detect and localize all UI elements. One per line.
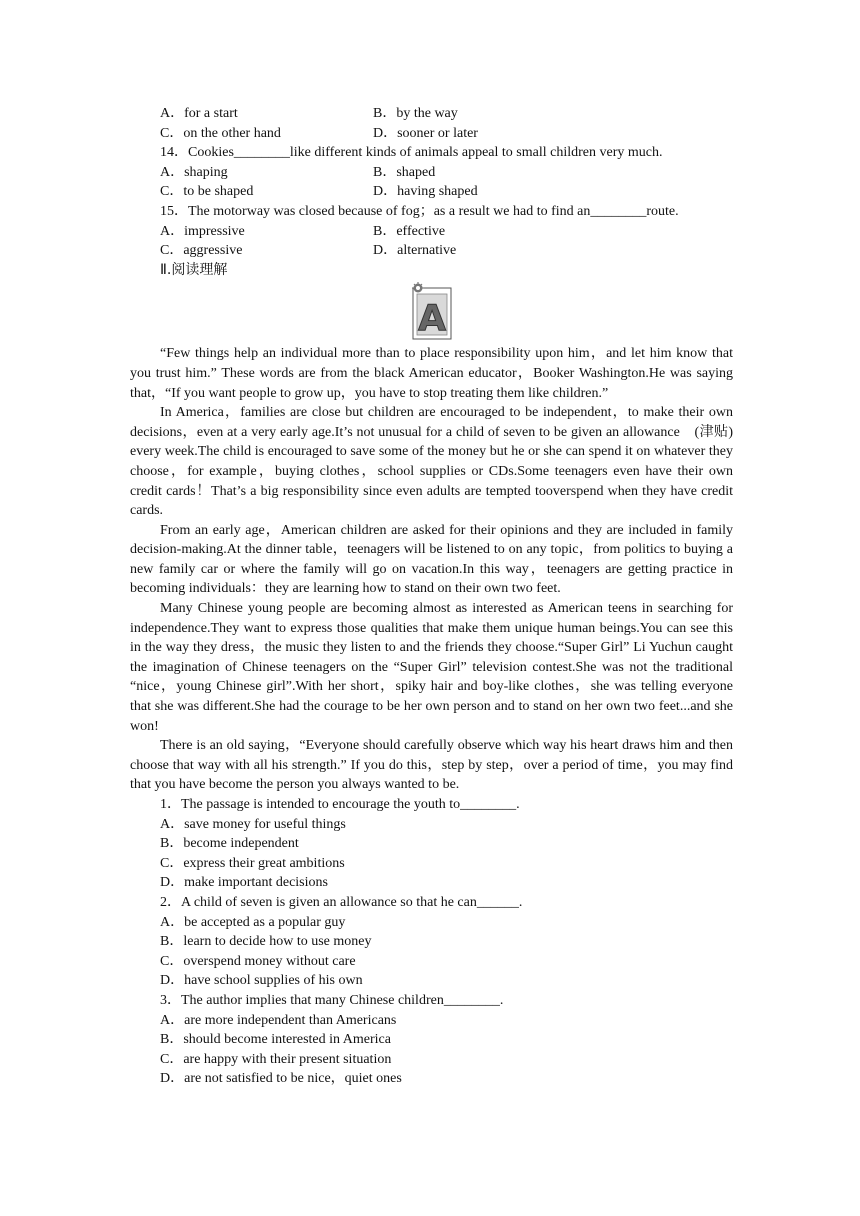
question-3-option-c: C．are happy with their present situation [160,1051,392,1067]
question-2-option-b: B．learn to decide how to use money [160,934,372,950]
question-2-option-c: C．overspend money without care [160,953,356,969]
question-1-option-d: D．make important decisions [160,875,328,891]
question-1-stem: 1．The passage is intended to encourage the youth to________. [160,797,520,812]
letter-a-badge-icon [412,282,452,340]
passage-paragraph-1: “Few things help an individual more than to place responsibility upon him，and let him know that you trust him.” These words are from the black American educator，Booker Washington.He was saying that，“If you want people to grow up，you have to stop treating them like children.” [130,346,733,401]
question-2-option-d: D．have school supplies of his own [160,973,363,989]
q13-option-c: C．on the other hand [160,125,281,141]
question-2 [130,893,733,991]
question-3-option-b: B．should become interested in America [160,1032,391,1048]
q13-options-row-2 [130,124,733,144]
passage-logo [130,282,733,340]
q15-option-c: C．aggressive [160,243,243,259]
q14-option-a: A．shaping [160,164,228,180]
q13-option-b: B．by the way [373,106,458,121]
section-title: Ⅱ.阅读理解 [160,261,228,278]
svg-text:A: A [417,298,446,340]
passage-paragraph-3: From an early age，American children are asked for their opinions and they are included in family decision-making.At the dinner table，teenagers will be listened to on any topic，from politics to buying a new family car or where the family will go on vacation.In this way，teenagers are getting practice in becoming individuals：they are learning how to stand on their own two feet. [130,522,733,597]
q15-stem: 15．The motorway was closed because of fog；as a result we had to find an________route. [160,203,679,219]
question-3-option-a: A．are more independent than Americans [160,1012,397,1028]
question-1-option-c: C．express their great ambitions [160,855,345,871]
passage-paragraph-5: There is an old saying，“Everyone should carefully observe which way his heart draws him and then choose that way with all his strength.” If you do this，step by step，over a period of time，you may find that you have become the person you always wanted to be. [130,738,733,793]
q14-options-row-2 [130,182,733,202]
question-3 [130,991,733,1089]
q13-options-row-1 [130,104,733,124]
reading-passage [130,344,733,795]
q15-option-b: B．effective [373,223,446,239]
document-page [130,104,733,1089]
question-2-option-a: A．be accepted as a popular guy [160,914,346,930]
q14-options-row-1 [130,163,733,183]
question-1 [130,795,733,893]
q14-option-b: B．shaped [373,164,436,180]
q14-option-c: C．to be shaped [160,184,254,200]
q15-options-row-1 [130,222,733,242]
q14-option-d: D．having shaped [373,184,478,200]
q15-options-row-2 [130,241,733,261]
passage-paragraph-2: In America，families are close but children are encouraged to be independent，to make their own decisions，even at a very early age.It’s not unusual for a child of seven to be given an allowance (津贴) every week.The child is encouraged to save some of the money but he or she can spend it on whatever they choose，for example，buying clothes，school supplies or CDs.Some teenagers even have their own credit cards！That’s a big responsibility since even adults are tempted tooverspend when they have credit cards. [130,405,733,519]
q15-option-d: D．alternative [373,243,457,259]
passage-paragraph-4: Many Chinese young people are becoming almost as interested as American teens in searching for independence.They want to express those qualities that make them unique human beings.You can see this in the way they dress，the music they listen to and the friends they choose.“Super Girl” Li Yuchun caught the imagination of Chinese teenagers on the “Super Girl” television contest.She was not the traditional “nice，young Chinese girl”.With her short，spiky hair and boy-like clothes，she was telling everyone that she was different.She had the courage to be her own person and to stand on her own two feet...and she won! [130,601,733,734]
question-1-option-b: B．become independent [160,836,299,852]
q14-stem: 14．Cookies________like different kinds of animals appeal to small children very much. [160,145,663,161]
q13-option-d: D．sooner or later [373,125,478,141]
question-3-option-d: D．are not satisfied to be nice，quiet ones [160,1071,402,1087]
question-2-stem: 2．A child of seven is given an allowance so that he can______. [160,894,523,910]
q13-option-a: A．for a start [160,106,238,121]
question-1-option-a: A．save money for useful things [160,816,346,832]
question-3-stem: 3．The author implies that many Chinese children________. [160,992,504,1008]
q15-option-a: A．impressive [160,223,245,239]
